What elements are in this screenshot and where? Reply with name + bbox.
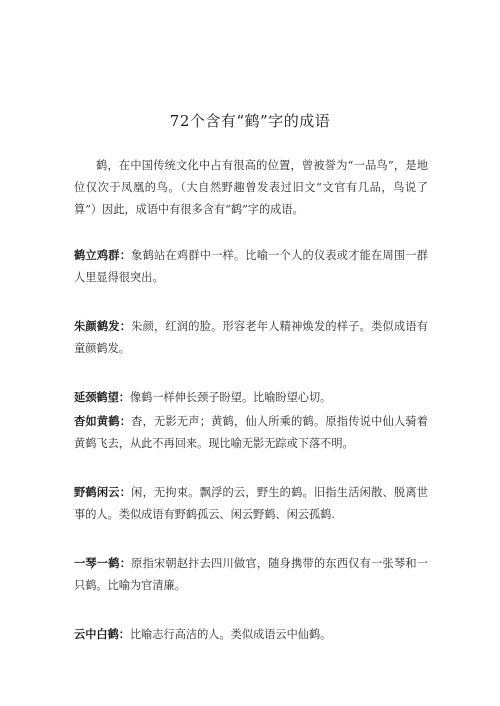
idiom-entry: [74, 244, 428, 289]
idiom-description: 原指宋朝赵抃去四川做官，随身携带的东西仅有一张琴和一只鹤。比喻为官清廉。: [74, 557, 428, 592]
idiom-term: 野鹤闲云：: [74, 485, 132, 499]
idiom-term: 云中白鹤：: [74, 627, 130, 641]
intro-paragraph: 鹤，在中国传统文化中占有很高的位置，曾被誉为“一品鸟”，是地位仅次于凤凰的鸟。（大自然野趣曾发表过旧文“文官有几品，鸟说了算”）因此，成语中有很多含有“鹤”字的成语。: [74, 159, 428, 216]
idiom-description: 朱颜，红润的脸。形容老年人精神焕发的样子。类似成语有童颜鹤发。: [74, 320, 428, 355]
idiom-entry: [74, 315, 428, 360]
idiom-term: 鹤立鸡群：: [74, 248, 132, 262]
idiom-entry: [74, 410, 428, 455]
idiom-term: 杳如黄鹤：: [74, 414, 132, 428]
idiom-entry: [74, 481, 428, 526]
idiom-description: 比喻志行高洁的人。类似成语云中仙鹤。: [129, 628, 332, 641]
idiom-description: 闲，无拘束。飘浮的云，野生的鹤。旧指生活闲散、脱离世事的人。类似成语有野鹤孤云、闲云野鹤、闲云孤鹤.: [74, 486, 428, 521]
idiom-term: 一琴一鹤：: [74, 556, 132, 570]
page-title: 72个含有“鹤”字的成语: [169, 112, 331, 130]
idiom-description: 像鹤一样伸长颈子盼望。比喻盼望心切。: [129, 391, 332, 404]
idiom-entry: [74, 386, 428, 409]
idiom-description: 杳，无影无声；黄鹤，仙人所乘的鹤。原指传说中仙人骑着黄鹤飞去，从此不再回来。现比喻无影无踪或下落不明。: [74, 415, 428, 450]
idiom-term: 朱颜鹤发：: [74, 319, 132, 333]
idiom-entry: [74, 623, 428, 646]
idiom-entry: [74, 552, 428, 597]
idiom-description: 象鹤站在鸡群中一样。比喻一个人的仪表或才能在周围一群人里显得很突出。: [74, 249, 428, 284]
idiom-term: 延颈鹤望：: [74, 390, 130, 404]
